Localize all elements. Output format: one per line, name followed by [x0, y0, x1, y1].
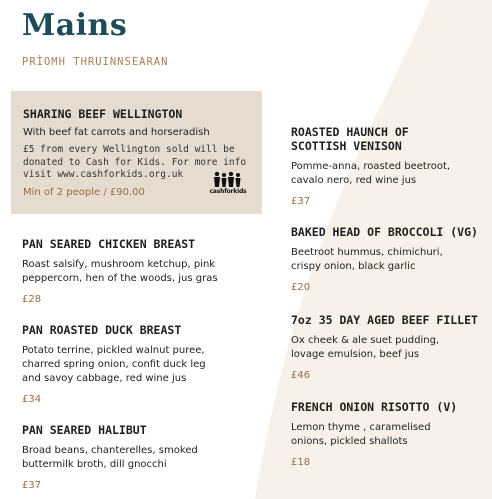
dish-description [291, 421, 486, 449]
charity-note-line: £5 from every Wellington sold will be [23, 144, 235, 155]
dish-description-line: onions, pickled shallots [291, 436, 408, 447]
dish-description [291, 334, 486, 362]
dish-name [291, 125, 486, 153]
dish-item [291, 400, 486, 468]
dish-description-line: buttermilk broth, dill gnocchi [22, 459, 167, 470]
dish-description-line: Roast salsify, mushroom ketchup, pink [22, 259, 216, 270]
dish-description-line: crispy onion, black garlic [291, 261, 416, 272]
dish-price: £28 [22, 294, 42, 305]
charity-note-line: visit www.cashforkids.org.uk [23, 169, 184, 180]
dish-price: £20 [291, 282, 311, 293]
featured-dish-price: Min of 2 people / £90.00 [23, 187, 145, 198]
dish-description-line: Pomme-anna, roasted beetroot, [291, 161, 451, 172]
dish-description [22, 258, 262, 286]
dish-description-line: Potato terrine, pickled walnut puree, [22, 345, 205, 356]
dish-name [291, 313, 486, 327]
dish-description-line: charred spring onion, confit duck leg [22, 359, 206, 370]
dish-description-line: cavalo nero, red wine jus [291, 175, 417, 186]
dish-item [22, 237, 262, 305]
dish-description-line: peppercorn, hen of the woods, jus gras [22, 273, 218, 284]
children-figures-icon [211, 171, 245, 188]
dish-description [291, 160, 486, 188]
dish-description-line: Broad beans, chanterelles, smoked [22, 445, 198, 456]
dish-name [291, 400, 486, 414]
dish-description [22, 444, 262, 472]
dish-item [291, 225, 486, 293]
dish-price: £37 [22, 480, 42, 491]
dish-item [22, 323, 262, 405]
dish-name: PAN SEARED CHICKEN BREAST [22, 237, 196, 251]
dish-item [22, 423, 262, 491]
dish-name-line: FRENCH ONION RISOTTO (V) [291, 400, 458, 414]
dish-item [291, 125, 486, 207]
featured-dish-description: With beef fat carrots and horseradish [23, 127, 210, 138]
dish-price: £37 [291, 196, 311, 207]
dish-description-line: Lemon thyme , caramelised [291, 422, 431, 433]
dish-name-line: SCOTTISH VENISON [291, 139, 402, 153]
logo-text: cashforkids [209, 188, 247, 195]
dish-description-line: lovage emulsion, beef jus [291, 349, 420, 360]
dish-name-line: ROASTED HAUNCH OF [291, 125, 409, 139]
dish-name [291, 225, 486, 239]
dish-name: PAN ROASTED DUCK BREAST [22, 323, 182, 337]
dish-description [291, 246, 486, 274]
dish-name-line: 7oz 35 DAY AGED BEEF FILLET [291, 313, 478, 327]
dish-name: PAN SEARED HALIBUT [22, 423, 147, 437]
featured-dish-card [11, 91, 262, 214]
dish-item [291, 313, 486, 381]
dish-description-line: Ox cheek & ale suet pudding, [291, 335, 440, 346]
featured-dish-name: SHARING BEEF WELLINGTON [23, 107, 183, 121]
dish-price: £34 [22, 394, 42, 405]
dish-description-line: and savoy cabbage, red wine jus [22, 373, 187, 384]
charity-note-line: donated to Cash for Kids. For more info [23, 156, 247, 168]
dish-description [22, 344, 262, 386]
page-subtitle: PRÌOMH THRUINNSEARAN [22, 56, 169, 68]
page-title: Mains [22, 8, 128, 43]
dish-name-line: BAKED HEAD OF BROCCOLI (VG) [291, 225, 478, 239]
dish-description-line: Beetroot hummus, chimichuri, [291, 247, 443, 258]
cash-for-kids-logo [207, 171, 249, 199]
dish-price: £46 [291, 370, 311, 381]
dish-price: £18 [291, 457, 311, 468]
